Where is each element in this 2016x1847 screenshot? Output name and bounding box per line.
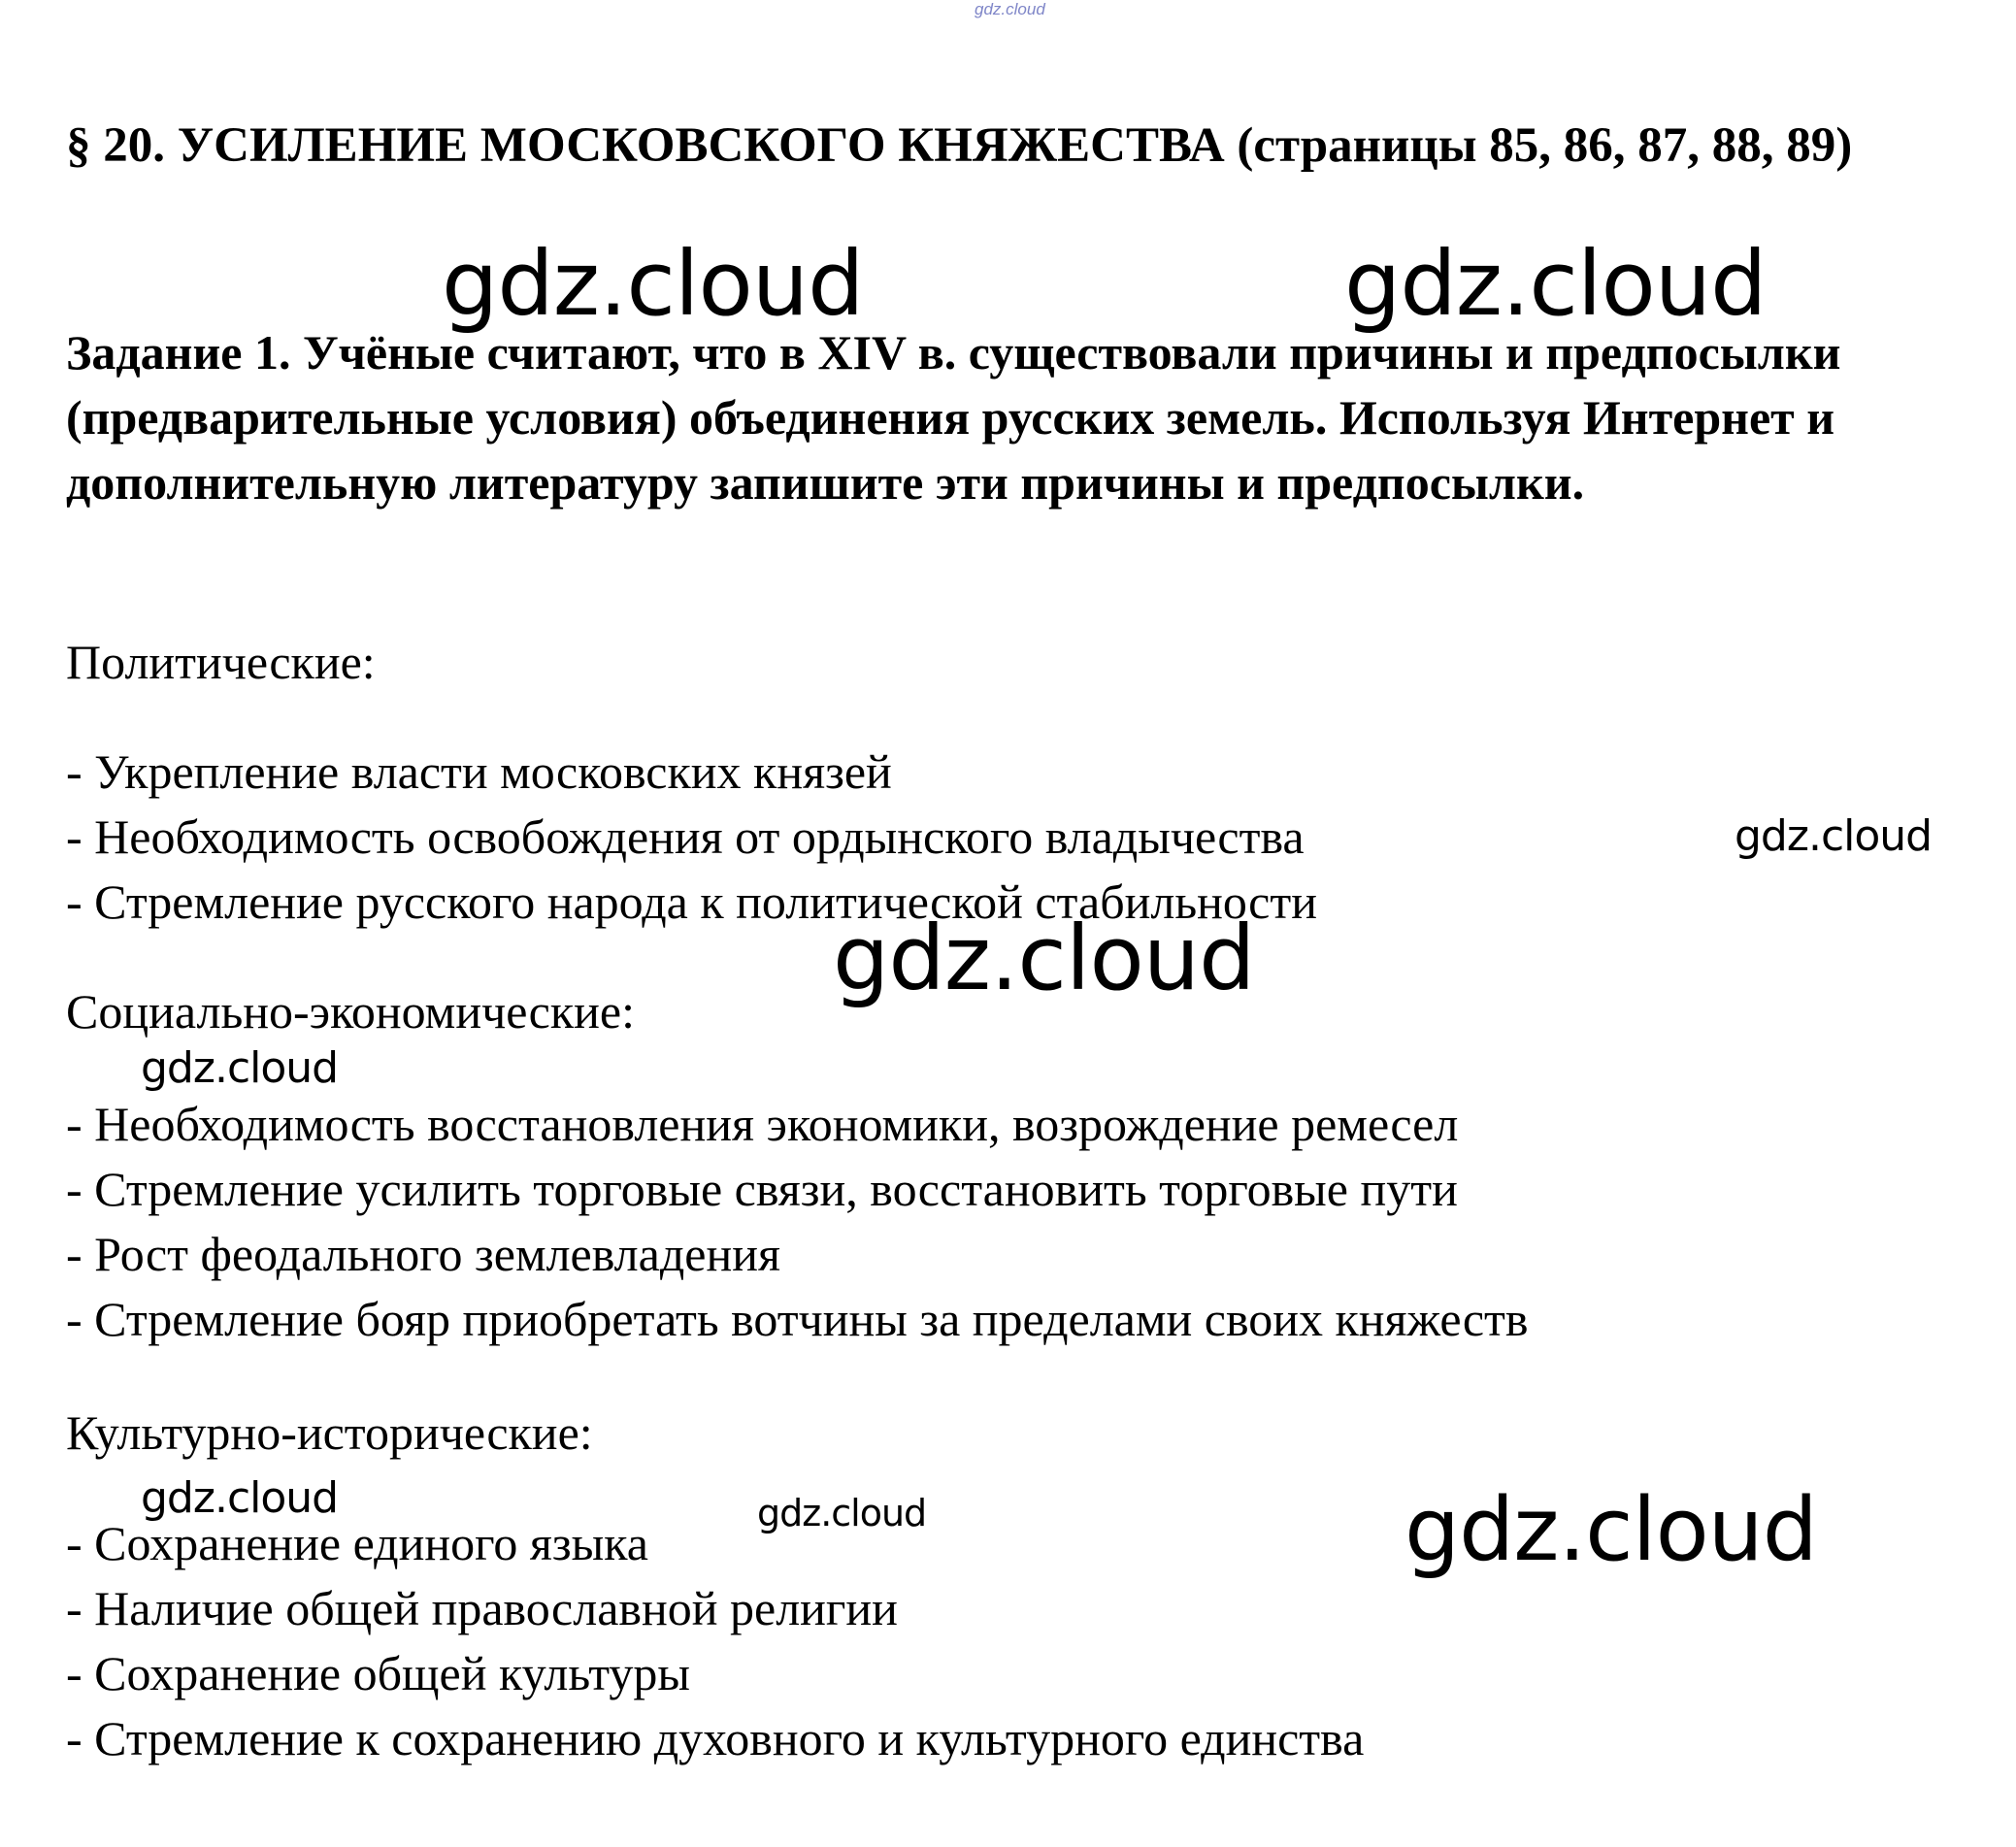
top-watermark: gdz.cloud	[975, 0, 1045, 18]
list-item: - Наличие общей православной религии	[66, 1581, 898, 1635]
list-item: - Сохранение общей культуры	[66, 1646, 691, 1700]
watermark: gdz.cloud	[833, 907, 1255, 1010]
list-item: - Стремление к сохранению духовного и культурного единства	[66, 1711, 1365, 1765]
watermark: gdz.cloud	[442, 232, 864, 336]
list-item: - Необходимость восстановления экономики, возрождение ремесел	[66, 1097, 1459, 1151]
watermark: gdz.cloud	[1405, 1479, 1817, 1581]
section-heading-cultural: Культурно-исторические:	[66, 1405, 593, 1460]
list-item: - Рост феодального землевладения	[66, 1227, 780, 1281]
list-item: - Сохранение единого языка	[66, 1516, 648, 1570]
page-title: § 20. УСИЛЕНИЕ МОСКОВСКОГО КНЯЖЕСТВА (страницы 85, 86, 87, 88, 89)	[66, 118, 1853, 173]
section-heading-socioeconomic: Социально-экономические:	[66, 984, 635, 1039]
list-item: - Стремление бояр приобретать вотчины за пределами своих княжеств	[66, 1292, 1529, 1346]
list-item: - Необходимость освобождения от ордынского владычества	[66, 809, 1305, 864]
section-heading-political: Политические:	[66, 635, 376, 689]
watermark: gdz.cloud	[141, 1473, 339, 1523]
watermark: gdz.cloud	[1344, 232, 1767, 336]
list-item: - Стремление русского народа к политической стабильности	[66, 874, 1317, 929]
watermark: gdz.cloud	[141, 1043, 339, 1093]
watermark: gdz.cloud	[757, 1492, 927, 1534]
task-text: Задание 1. Учёные считают, что в XIV в. существовали причины и предпосылки (предварительные условия) объединения русских земель. Используя Интернет и дополнительную литературу запишите эти причины и предпосылки.	[66, 325, 1841, 510]
watermark: gdz.cloud	[1735, 811, 1933, 861]
list-item: - Укрепление власти московских князей	[66, 744, 892, 799]
list-item: - Стремление усилить торговые связи, восстановить торговые пути	[66, 1162, 1458, 1216]
